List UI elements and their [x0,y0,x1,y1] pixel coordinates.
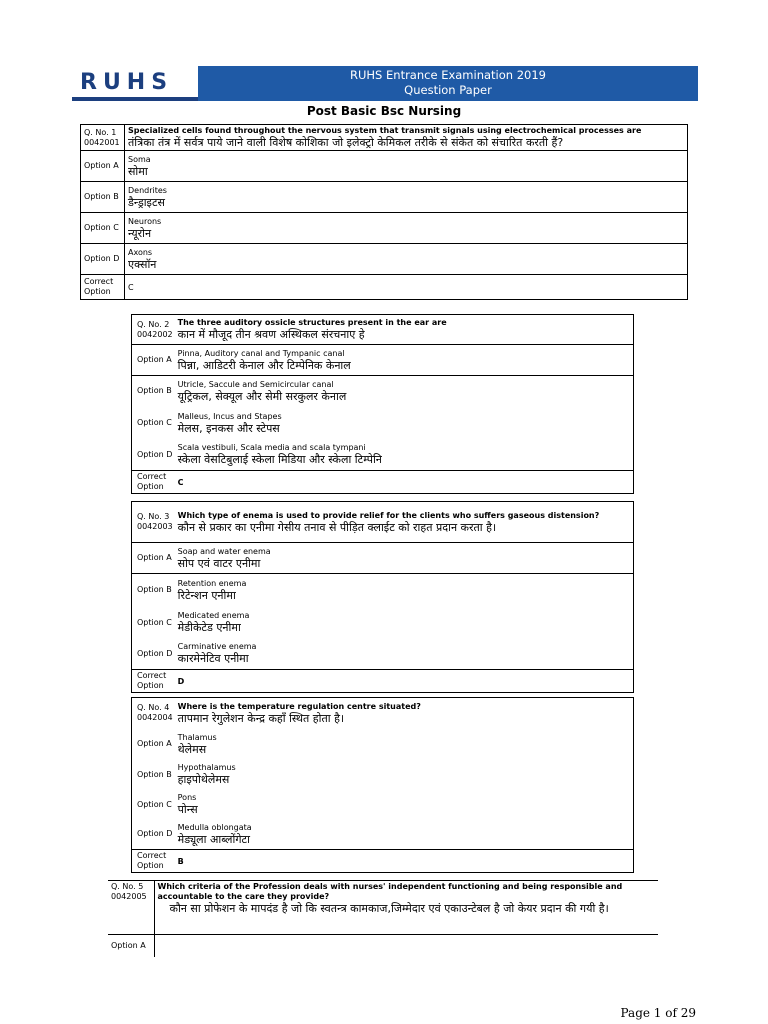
correct-option-label: Correct Option [132,670,176,693]
question-number-cell [132,698,176,729]
question-row [132,315,634,345]
question-number-cell [132,502,176,543]
option-text-en: Soap and water enema [177,546,271,556]
question-row [132,698,634,729]
option-label: Option C [137,799,172,809]
question-number-cell [81,125,125,151]
option-row [81,213,688,244]
correct-option-value: B [176,850,634,873]
question-text-cell [176,315,634,345]
option-text-cell [154,935,658,957]
option-label: Option C [137,418,172,427]
option-row [108,935,658,957]
question-text-en: Where is the temperature regulation centre situated? [177,701,421,711]
question-text-cell [154,881,658,935]
option-row [81,182,688,213]
option-text-cell [176,376,634,407]
option-row [132,440,634,471]
option-text-cell [125,213,688,244]
option-label: Option B [132,376,176,407]
option-text-en: Axons [128,247,153,257]
option-label: Option C [81,213,125,244]
option-text-cell [176,790,634,820]
option-text-hi: एक्सॉन [128,257,157,271]
question-row [81,125,688,151]
question-number: Q. No. 5 [111,882,144,891]
option-row [132,729,634,760]
option-label: Option A [132,345,176,376]
option-row [132,574,634,607]
option-row [132,607,634,639]
page-number: Page 1 of 29 [620,1006,696,1020]
option-row [132,407,634,440]
option-text-cell [176,345,634,376]
option-text-cell [125,244,688,275]
option-text-hi: सोप एवं वाटर एनीमा [177,556,261,570]
banner-subtitle: Question Paper [404,83,492,97]
option-row [81,151,688,182]
question-text-cell [176,698,634,729]
question-text-en: Which criteria of the Profession deals with nurses' independent functioning and being responsible and accountable to the care they provide? [157,882,623,901]
option-text-cell [176,760,634,790]
question-code: 0042005 [111,892,147,901]
option-text-hi: यूट्रिकल, सेक्यूल और सेमी सरकुलर केनाल [177,389,347,403]
option-row [81,244,688,275]
option-row [132,760,634,790]
question-text-en: Specialized cells found throughout the nervous system that transmit signals using electrochemical processes are [128,126,642,135]
option-text-hi: स्केला वेसटिबुलाई स्केला मिडिया और स्केला टिम्पेनि [177,453,382,467]
option-text-en: Carminative enema [177,642,257,652]
question-number: Q. No. 1 [84,127,117,137]
question-row [132,502,634,543]
option-row [132,376,634,407]
option-label: Option A [132,543,176,574]
question-number-cell [108,881,154,935]
option-text-cell [176,543,634,574]
option-text-en: Pinna, Auditory canal and Tympanic canal [177,348,345,358]
option-text-hi: मेलस, इनकस और स्टेपस [177,421,280,435]
correct-option-label: Correct Option [132,471,176,494]
option-text-en: Thalamus [177,732,217,742]
correct-option-value: C [125,275,688,300]
option-text-hi: सोमा [128,164,148,178]
option-text-en: Medulla oblongata [177,822,252,832]
option-text-hi: रिटेन्शन एनीमा [177,588,236,602]
option-text-en: Retention enema [177,578,247,588]
option-row [132,639,634,670]
option-text-en: Scala vestibuli, Scala media and scala tympani [177,443,366,453]
option-text-cell [176,639,634,670]
option-label: Option A [108,935,154,957]
option-label: Option B [81,182,125,213]
question-text-hi: तंत्रिका तंत्र में सर्वत्र पाये जाने वाली विशेष कोशिका जो इलेक्ट्रो केमिकल तरीके से संकेत को संचारित करती हैं? [128,136,564,149]
option-text-hi: पिन्ना, आडिटरी केनाल और टिम्पेनिक केनाल [177,358,351,372]
option-text-en: Hypothalamus [177,763,236,772]
question-text-cell [125,125,688,151]
option-text-cell [125,151,688,182]
correct-option-value: D [176,670,634,693]
question-text-hi: कान में मौजूद तीन श्रवण अस्थिकल संरचनाए हे [177,328,365,341]
question-text-hi: कौन से प्रकार का एनीमा गेसीय तनाव से पीड़ित क्लाईट को राहत प्रदान करता है। [177,520,497,534]
option-label: Option B [132,574,176,607]
question-code: 0042004 [137,713,173,723]
question-row [108,881,658,935]
option-text-cell [176,407,634,440]
course-title: Post Basic Bsc Nursing [306,104,462,118]
option-text-hi: मेडीकेटेड एनीमा [177,621,241,634]
option-label: Option D [137,648,173,658]
option-text-en: Dendrites [128,185,167,195]
option-label: Option C [137,617,172,627]
question-code: 0042001 [84,137,120,147]
option-row [132,345,634,376]
option-text-hi: कारमेनेटिव एनीमा [177,652,249,666]
option-text-en: Utricle, Saccule and Semicircular canal [177,379,334,389]
option-row [132,543,634,574]
question-code: 0042003 [137,522,173,531]
question-number: Q. No. 2 [137,319,170,329]
option-label: Option B [137,769,172,779]
option-label: Option D [81,244,125,275]
option-label: Option A [137,739,172,748]
correct-option-label: Correct Option [132,850,176,873]
question-text-hi: तापमान रेगुलेशन केन्द्र कहाँ स्थित होता है। [177,711,345,725]
question-2 [131,314,634,494]
correct-option-row [81,275,688,300]
option-text-hi: डैन्ड्राइटस [128,195,165,209]
option-label: Option D [137,829,173,839]
question-5 [108,880,658,957]
option-text-hi: थेलेमस [177,742,207,756]
question-4 [131,697,634,873]
option-text-en: Soma [128,154,151,164]
option-text-cell [176,607,634,639]
question-code: 0042002 [137,329,173,339]
option-text-hi: हाइपोथेलेमस [177,773,230,786]
correct-option-row [132,670,634,693]
question-number: Q. No. 3 [137,512,170,521]
ruhs-logo: RUHS [80,70,174,95]
option-row [132,790,634,820]
option-text-en: Malleus, Incus and Stapes [177,411,282,421]
option-text-cell [176,729,634,760]
correct-option-row [132,471,634,494]
correct-option-value: C [176,471,634,494]
banner-title: RUHS Entrance Examination 2019 [350,68,546,82]
question-1 [80,124,688,300]
option-text-en: Medicated enema [177,611,250,620]
question-3 [131,501,634,693]
option-text-hi: मेड्यूला आब्लोंगेटा [177,832,250,846]
option-label: Option D [137,449,173,459]
question-number-cell [132,315,176,345]
option-text-en: Pons [177,793,197,802]
option-label: Option A [81,151,125,182]
option-text-cell [176,440,634,471]
option-text-cell [176,820,634,850]
logo-underline [72,97,198,101]
correct-option-row [132,850,634,873]
correct-option-label: Correct Option [81,275,125,300]
question-text-hi: कौन सा प्रोफेशन के मापदंड है जो कि स्वतन्त्र कामकाज,जिम्मेदार एवं एकाउन्टेबल है जो केयर प्रदान की गयी है। [169,902,609,915]
option-text-hi: न्यूरोन [128,226,152,240]
question-number: Q. No. 4 [137,703,170,713]
question-text-en: The three auditory ossicle structures present in the ear are [177,318,447,327]
option-text-cell [176,574,634,607]
question-text-cell [176,502,634,543]
option-text-en: Neurons [128,216,162,226]
option-row [132,820,634,850]
exam-title-banner [198,66,698,101]
option-text-cell [125,182,688,213]
question-text-en: Which type of enema is used to provide relief for the clients who suffers gaseous distension? [177,510,600,520]
option-text-hi: पोन्स [177,803,198,816]
